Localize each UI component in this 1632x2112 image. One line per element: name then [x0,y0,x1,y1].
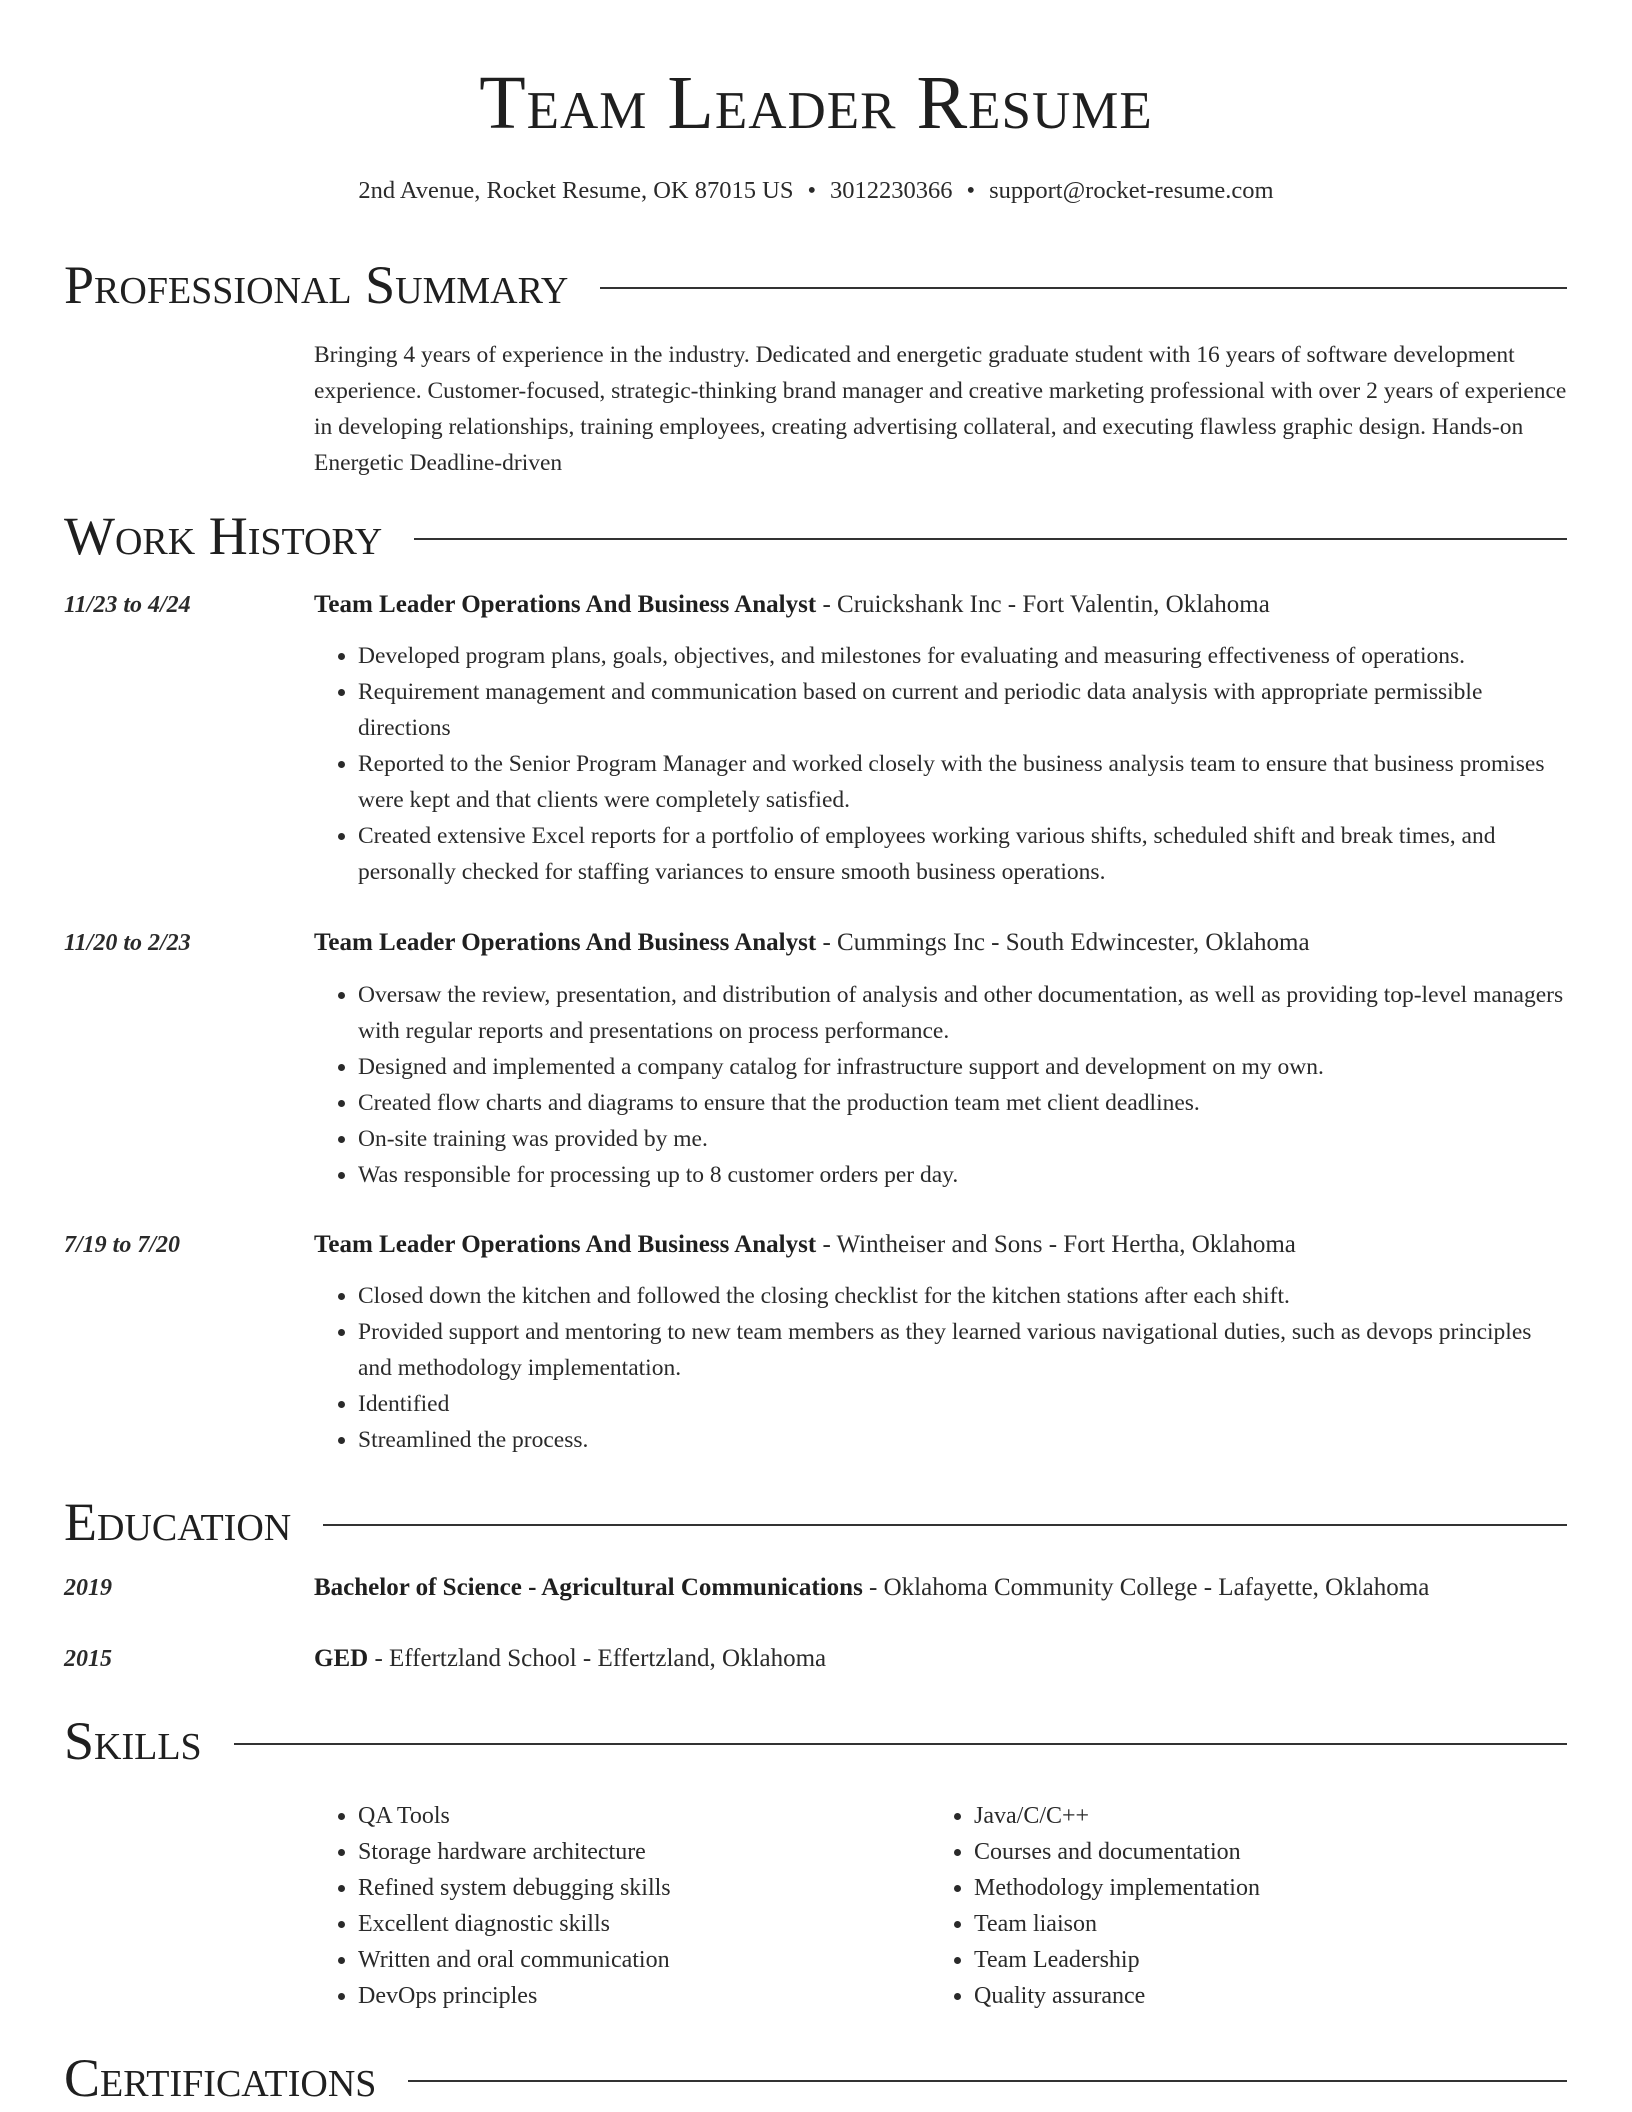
skills-list-right [930,1798,1534,2014]
list-item: • Oversaw the review, presentation, and distribution of analysis and other documentation, as well as providing top-level managers with regular reports and presentations on process performance. [358,977,1568,1049]
education-school-location: - Oklahoma Community College - Lafayette, Oklahoma [862,1574,1430,1601]
job-company-location: - Cruickshank Inc - Fort Valentin, Oklahoma [816,591,1270,618]
list-item: • Created flow charts and diagrams to ensure that the production team met client deadlines. [358,1085,1568,1121]
list-item: • Created extensive Excel reports for a portfolio of employees working various shifts, scheduled shift and break times, and personally checked for staffing variances to ensure smooth business operations. [358,818,1568,890]
list-item: • Closed down the kitchen and followed the closing checklist for the kitchen stations after each shift. [358,1278,1568,1314]
job-heading [314,587,1270,623]
job-title: Team Leader Operations And Business Analyst [314,591,817,618]
education-degree: Bachelor of Science - Agricultural Communications [314,1574,863,1601]
list-item: • Designed and implemented a company catalog for infrastructure support and development on my own. [358,1049,1568,1085]
resume-title: Team Leader Resume [479,61,1153,145]
job-title: Team Leader Operations And Business Analyst [314,1231,817,1258]
section-title-education: Education [64,1492,292,1552]
skill-item: • QA Tools [358,1798,918,1834]
list-item: • Was responsible for processing up to 8 customer orders per day. [358,1157,1568,1193]
section-header-skills [64,1709,1567,1773]
contact-separator: • [807,177,817,204]
contact-email[interactable]: support@rocket-resume.com [989,177,1274,204]
education-date: 2015 [64,1646,112,1672]
section-title-summary: Professional Summary [64,255,569,315]
skill-item: • Team Leadership [974,1942,1534,1978]
list-item: • Requirement management and communication based on current and periodic data analysis with appropriate permissible directions [358,674,1568,746]
education-school-location: - Effertzland School - Effertzland, Oklahoma [368,1645,827,1672]
section-title-work-history: Work History [64,506,383,566]
job-heading [314,1227,1296,1263]
skill-item: • Written and oral communication [358,1942,918,1978]
skill-item: • Courses and documentation [974,1834,1534,1870]
section-divider [234,1743,1567,1745]
section-title-skills: Skills [64,1711,202,1771]
job-bullets [314,1278,1568,1458]
job-date: 11/23 to 4/24 [64,592,191,618]
skills-list-left [314,1798,918,2014]
section-divider [414,538,1567,540]
skill-item: • Excellent diagnostic skills [358,1906,918,1942]
section-divider [408,2080,1567,2082]
job-bullets [314,977,1568,1193]
education-heading [314,1641,826,1677]
summary-text: Bringing 4 years of experience in the industry. Dedicated and energetic graduate student with 16 years of software development experience. Customer-focused, strategic-thinking brand manager and creative marketing professional with over 2 years of experience in developing relationships, training employees, creating advertising collateral, and executing flawless graphic design. Hands-on Energetic Deadline-driven [314,342,1567,476]
contact-address: 2nd Avenue, Rocket Resume, OK 87015 US [358,177,794,204]
contact-line [0,174,1632,208]
skill-item: • DevOps principles [358,1978,918,2014]
skill-item: • Storage hardware architecture [358,1834,918,1870]
section-header-certifications [64,2046,1567,2110]
contact-separator: • [966,177,976,204]
job-bullets [314,638,1568,890]
job-date: 11/20 to 2/23 [64,930,191,956]
education-degree: GED [314,1645,369,1672]
section-title-certifications: Certifications [64,2048,377,2108]
education-heading [314,1570,1429,1606]
list-item: • Provided support and mentoring to new team members as they learned various navigational duties, such as devops principles and methodology implementation. [358,1314,1568,1386]
section-header-education [64,1490,1567,1554]
skill-item: • Refined system debugging skills [358,1870,918,1906]
list-item: • On-site training was provided by me. [358,1121,1568,1157]
job-title: Team Leader Operations And Business Analyst [314,929,817,956]
job-company-location: - Cummings Inc - South Edwincester, Oklahoma [816,929,1310,956]
section-divider [600,287,1567,289]
job-date: 7/19 to 7/20 [64,1232,181,1258]
list-item: • Streamlined the process. [358,1422,1568,1458]
list-item: • Developed program plans, goals, objectives, and milestones for evaluating and measuring effectiveness of operations. [358,638,1568,674]
section-header-work-history [64,504,1567,568]
contact-phone: 3012230366 [830,177,953,204]
skill-item: • Quality assurance [974,1978,1534,2014]
list-item: • Identified [358,1386,1568,1422]
list-item: • Reported to the Senior Program Manager and worked closely with the business analysis team to ensure that business promises were kept and that clients were completely satisfied. [358,746,1568,818]
job-heading [314,925,1310,961]
education-date: 2019 [64,1575,112,1601]
skill-item: • Methodology implementation [974,1870,1534,1906]
section-header-summary [64,253,1567,317]
section-divider [323,1524,1567,1526]
skill-item: • Java/C/C++ [974,1798,1534,1834]
job-company-location: - Wintheiser and Sons - Fort Hertha, Oklahoma [816,1231,1296,1258]
skill-item: • Team liaison [974,1906,1534,1942]
